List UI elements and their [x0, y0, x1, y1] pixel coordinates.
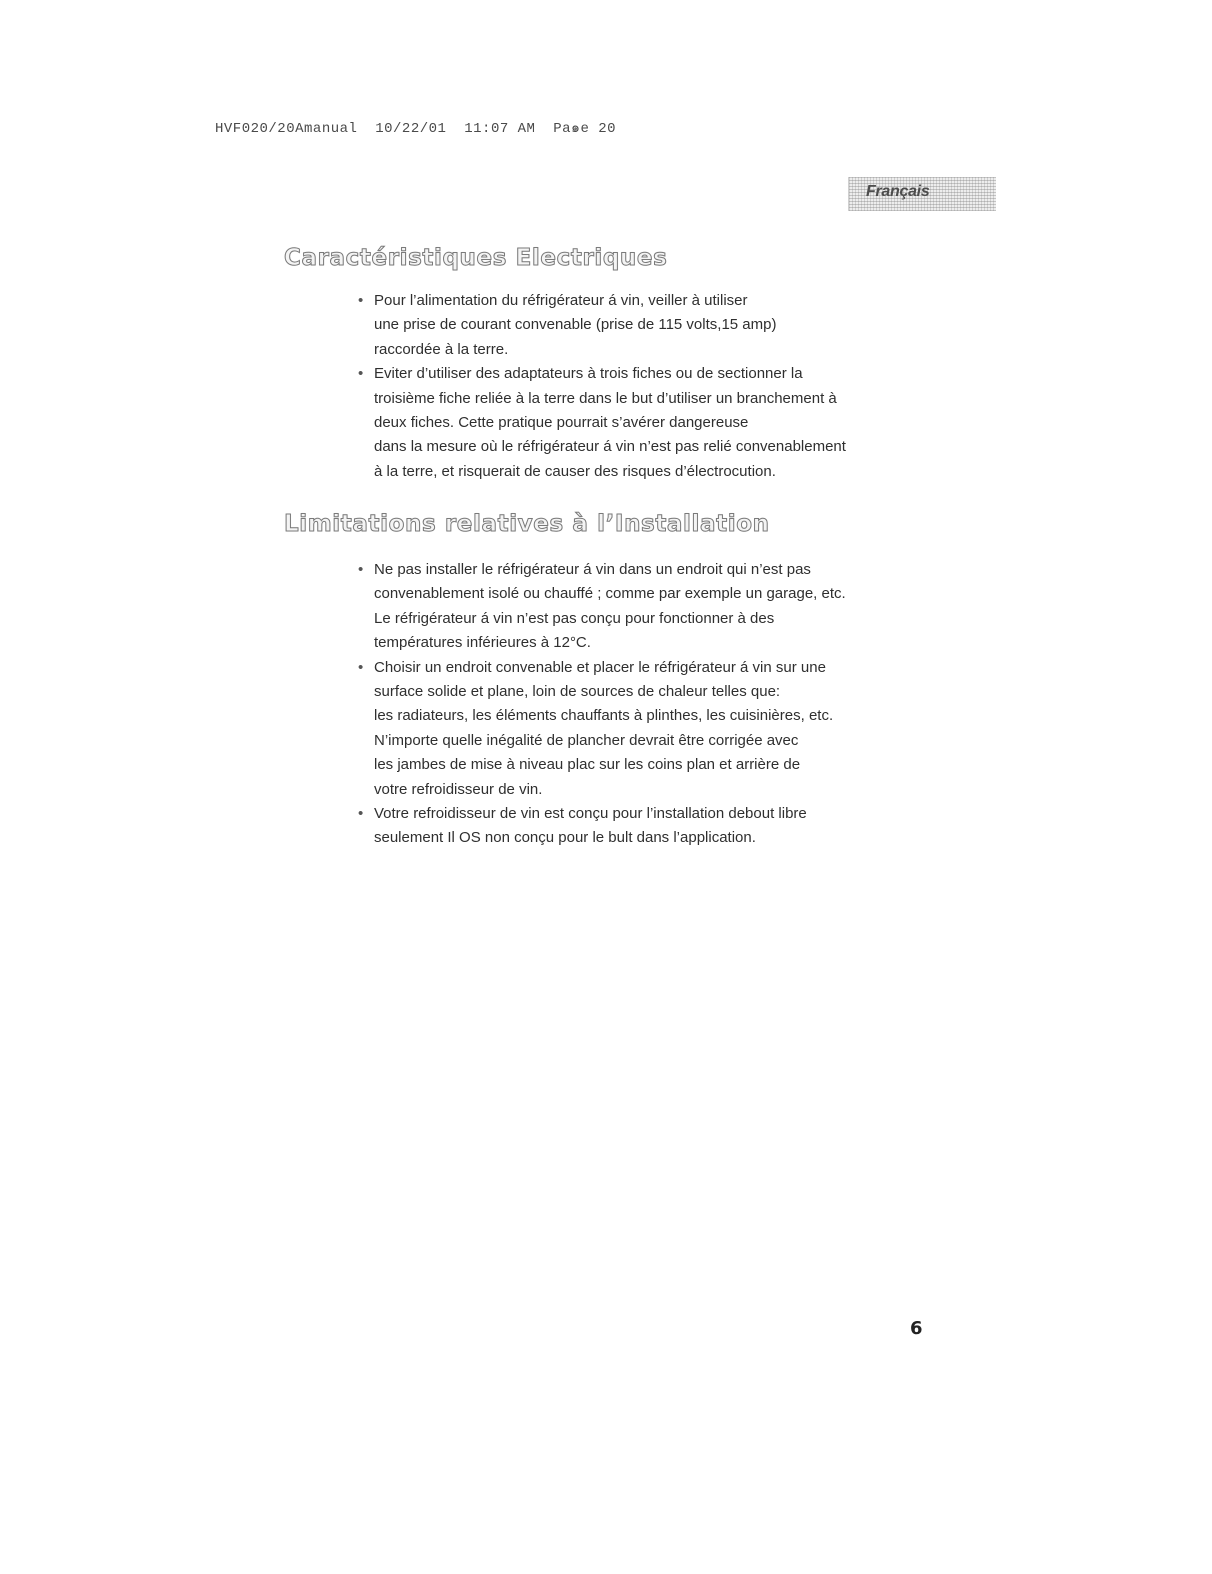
list-item-line: N’importe quelle inégalité de plancher devrait être corrigée avec	[374, 731, 799, 749]
page-number: 6	[910, 1318, 923, 1339]
list-item	[358, 656, 846, 802]
list-item-line: les radiateurs, les éléments chauffants à plinthes, les cuisinières, etc.	[374, 707, 834, 725]
list-item	[358, 289, 846, 362]
list-item-line: dans la mesure où le réfrigérateur á vin n’est pas relié convenablement	[374, 438, 846, 456]
list-item-line: raccordée à la terre.	[374, 340, 509, 358]
list-item-line: à la terre, et risquerait de causer des risques d’électrocution.	[374, 462, 776, 480]
language-tab-label: Français	[866, 183, 930, 200]
section-title-installation: Limitations relatives à l’Installation	[284, 511, 770, 537]
list-item-line: votre refroidisseur de vin.	[374, 780, 543, 798]
list-item	[358, 362, 846, 484]
list-item	[358, 558, 846, 656]
list-item-line: surface solide et plane, loin de sources de chaleur telles que:	[374, 683, 781, 701]
list-item-line: températures inférieures à 12°C.	[374, 634, 591, 652]
list-item	[358, 802, 846, 851]
installation-bullet-list	[358, 558, 846, 851]
print-header: HVF020/20Amanual 10/22/01 11:07 AM Pa๑e 20	[215, 121, 617, 137]
list-item-line: convenablement isolé ou chauffé ; comme par exemple un garage, etc.	[374, 585, 846, 603]
section-title-electrical: Caractéristiques Electriques	[284, 245, 668, 271]
electrical-bullet-list	[358, 289, 846, 484]
list-item-line: troisième fiche reliée à la terre dans le but d’utiliser un branchement à	[374, 389, 837, 407]
list-item-line: Le réfrigérateur á vin n’est pas conçu pour fonctionner à des	[374, 609, 775, 627]
list-item-line: une prise de courant convenable (prise de 115 volts,15 amp)	[374, 316, 777, 334]
list-item-line: seulement Il OS non conçu pour le bult dans l’application.	[374, 829, 756, 847]
list-item-line: • Eviter d’utiliser des adaptateurs à trois fiches ou de sectionner la	[374, 365, 803, 383]
list-item-line: • Choisir un endroit convenable et placer le réfrigérateur á vin sur une	[374, 658, 826, 676]
list-item-line: • Ne pas installer le réfrigérateur á vin dans un endroit qui n’est pas	[374, 561, 811, 578]
list-item-line: • Pour l’alimentation du réfrigérateur á vin, veiller à utiliser	[374, 292, 748, 309]
list-item-line: les jambes de mise à niveau plac sur les coins plan et arrière de	[374, 756, 801, 774]
list-item-line: deux fiches. Cette pratique pourrait s’avérer dangereuse	[374, 414, 749, 432]
list-item-line: • Votre refroidisseur de vin est conçu pour l’installation debout libre	[374, 805, 807, 823]
